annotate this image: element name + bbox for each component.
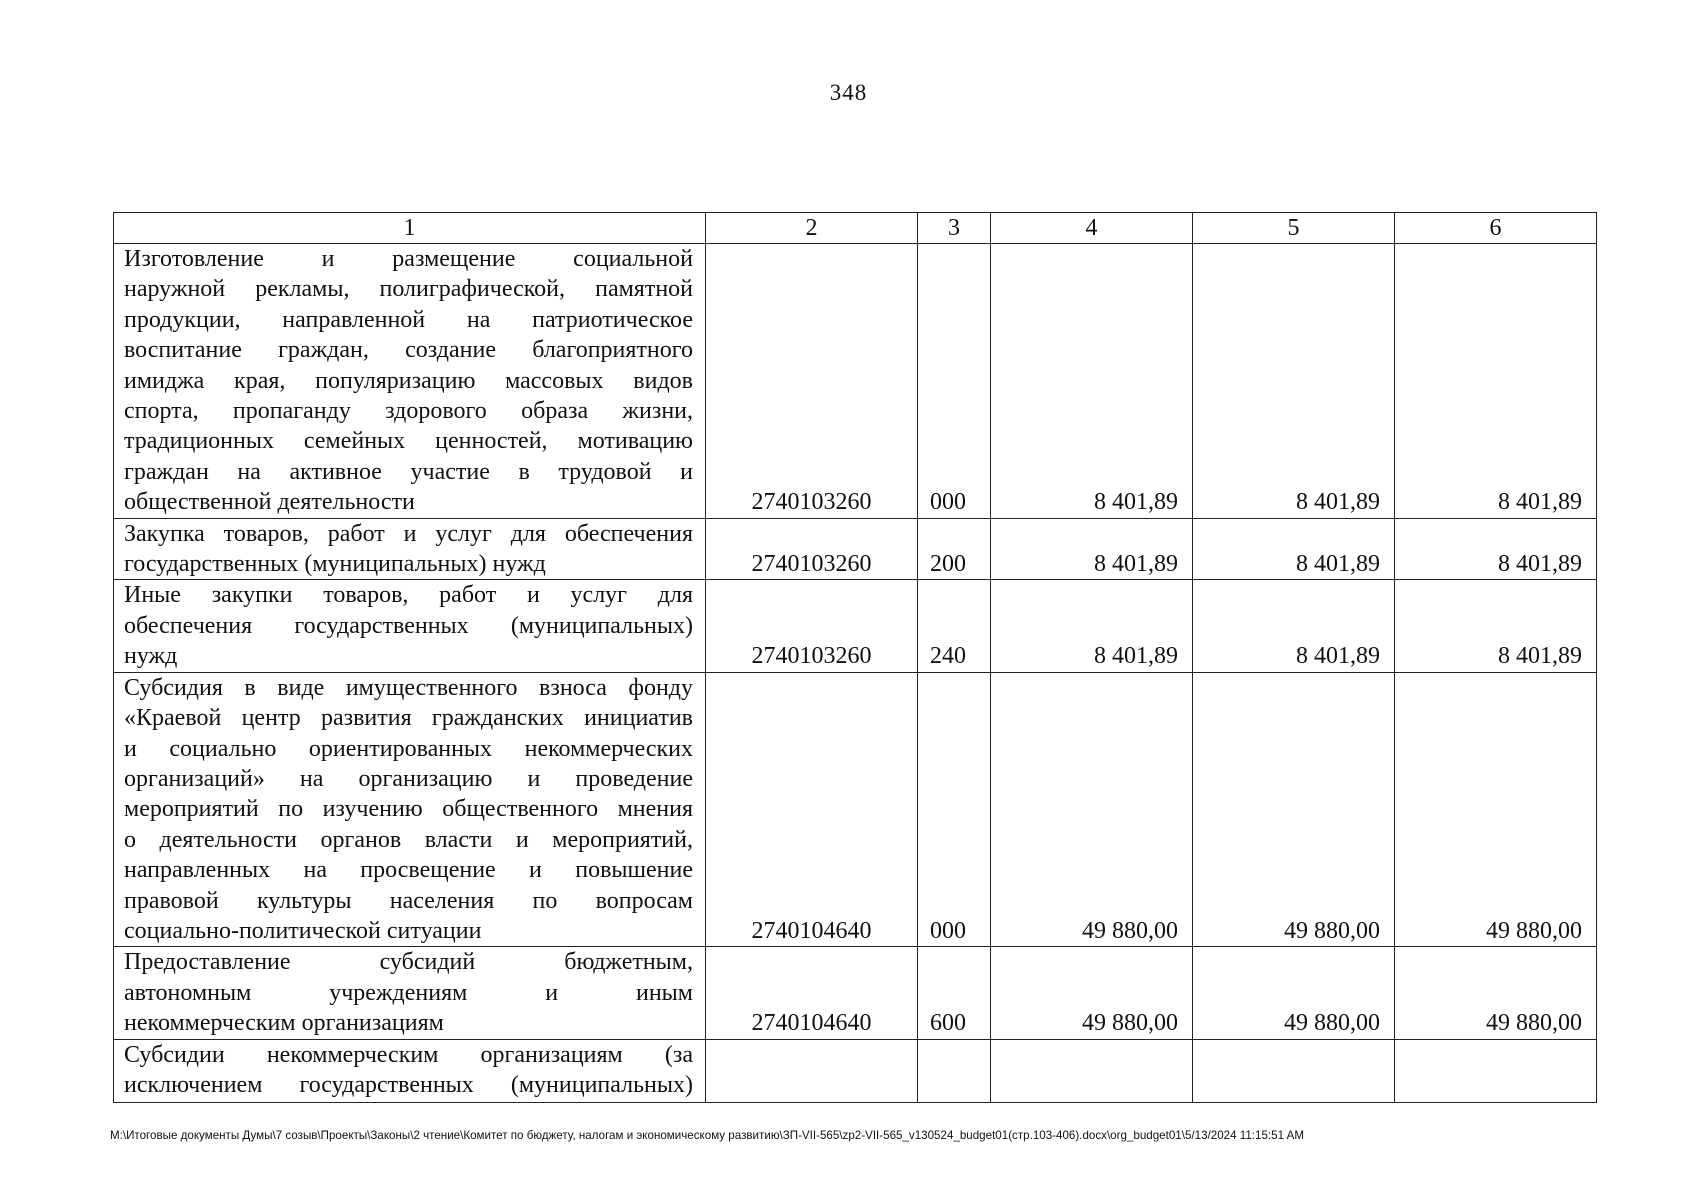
row-type-cell: 000 (918, 672, 991, 947)
row-type-cell: 600 (918, 947, 991, 1039)
row-value-6-cell: 49 880,00 (1395, 672, 1597, 947)
row-value-5-cell: 49 880,00 (1193, 672, 1395, 947)
table-body (114, 244, 1597, 1103)
row-value-6-cell: 8 401,89 (1395, 244, 1597, 519)
page-number: 348 (829, 80, 868, 105)
row-value-4-cell: 49 880,00 (991, 672, 1193, 947)
row-name-line: Изготовление и размещение социальной (124, 246, 693, 272)
row-name-line: Субсидия в виде имущественного взноса фонду (124, 674, 693, 701)
table-row (114, 518, 1597, 580)
row-value-4-cell: 49 880,00 (991, 947, 1193, 1039)
row-name-line: граждан на активное участие в трудовой и (124, 458, 693, 485)
row-name-line: правовой культуры населения по вопросам (124, 887, 693, 914)
row-value-5-cell: 8 401,89 (1193, 580, 1395, 672)
row-code-cell: 2740103260 (706, 244, 918, 519)
budget-table (113, 212, 1597, 1103)
row-value-6-cell: 8 401,89 (1395, 518, 1597, 580)
row-name-line: организаций» на организацию и проведение (124, 765, 693, 792)
row-value-6-cell (1395, 1039, 1597, 1102)
row-name-line: социально-политической ситуации (124, 917, 482, 944)
header-col-2: 2 (706, 213, 918, 244)
row-name-line: нужд (124, 643, 178, 670)
row-name-cell (114, 947, 706, 1039)
row-name-cell (114, 518, 706, 580)
row-name-line: Предоставление субсидий бюджетным, (124, 949, 693, 976)
table-row (114, 580, 1597, 672)
row-name-line: мероприятий по изучению общественного мнения (124, 796, 693, 823)
table-row (114, 1039, 1597, 1102)
row-code-cell: 2740104640 (706, 672, 918, 947)
row-value-6-cell: 49 880,00 (1395, 947, 1597, 1039)
row-name-line: традиционных семейных ценностей, мотивацию (124, 428, 693, 455)
row-name-cell (114, 580, 706, 672)
table-row (114, 672, 1597, 947)
row-type-cell: 240 (918, 580, 991, 672)
row-name-line: продукции, направленной на патриотическое (124, 306, 693, 333)
row-value-4-cell: 8 401,89 (991, 518, 1193, 580)
row-name-line: спорта, пропаганду здорового образа жизни, (124, 398, 693, 425)
row-code-cell (706, 1039, 918, 1102)
row-value-5-cell: 8 401,89 (1193, 518, 1395, 580)
header-col-3: 3 (918, 213, 991, 244)
row-name-line: Субсидии некоммерческим организациям (за (124, 1041, 693, 1068)
row-type-cell: 000 (918, 244, 991, 519)
row-name-line: имиджа края, популяризацию массовых видов (124, 367, 693, 394)
row-name-line: и социально ориентированных некоммерческих (124, 735, 693, 762)
row-value-5-cell (1193, 1039, 1395, 1102)
header-col-6: 6 (1395, 213, 1597, 244)
row-value-5-cell: 8 401,89 (1193, 244, 1395, 519)
table-row (114, 947, 1597, 1039)
row-name-line: автономным учреждениям и иным (124, 979, 693, 1006)
row-name-line: некоммерческим организациям (124, 1010, 444, 1037)
table-row (114, 244, 1597, 519)
row-value-6-cell: 8 401,89 (1395, 580, 1597, 672)
row-name-line: исключением государственных (муниципальных) (124, 1071, 693, 1098)
row-value-4-cell: 8 401,89 (991, 580, 1193, 672)
row-value-5-cell: 49 880,00 (1193, 947, 1395, 1039)
footer-file-path: M:\Итоговые документы Думы\7 созыв\Проекты\Законы\2 чтение\Комитет по бюджету, налогам и экономическому развитию\ЗП-VII-565\zp2-VII-565_v130524_budget01(стр.103-406).docx\org_budget01\5/13/2024 11:15:51 AM (110, 1129, 1304, 1142)
row-name-line: обеспечения государственных (муниципальных) (124, 612, 693, 639)
row-name-line: общественной деятельности (124, 489, 415, 516)
table-header-row (114, 213, 1597, 244)
row-value-4-cell: 8 401,89 (991, 244, 1193, 519)
header-col-4: 4 (991, 213, 1193, 244)
row-code-cell: 2740103260 (706, 518, 918, 580)
row-name-cell (114, 1039, 706, 1102)
header-col-5: 5 (1193, 213, 1395, 244)
row-name-line: о деятельности органов власти и мероприятий, (124, 826, 693, 853)
row-name-line: воспитание граждан, создание благоприятного (124, 337, 693, 364)
row-type-cell: 200 (918, 518, 991, 580)
row-name-line: направленных на просвещение и повышение (124, 857, 693, 884)
row-name-cell (114, 672, 706, 947)
row-name-line: «Краевой центр развития гражданских инициатив (124, 705, 693, 732)
row-name-line: наружной рекламы, полиграфической, памятной (124, 276, 693, 303)
row-name-line: Иные закупки товаров, работ и услуг для (124, 582, 693, 609)
row-name-line: государственных (муниципальных) нужд (124, 551, 546, 578)
row-code-cell: 2740103260 (706, 580, 918, 672)
row-name-cell (114, 244, 706, 519)
row-value-4-cell (991, 1039, 1193, 1102)
header-col-1: 1 (114, 213, 706, 244)
row-code-cell: 2740104640 (706, 947, 918, 1039)
row-name-line: Закупка товаров, работ и услуг для обеспечения (124, 520, 693, 547)
row-type-cell (918, 1039, 991, 1102)
